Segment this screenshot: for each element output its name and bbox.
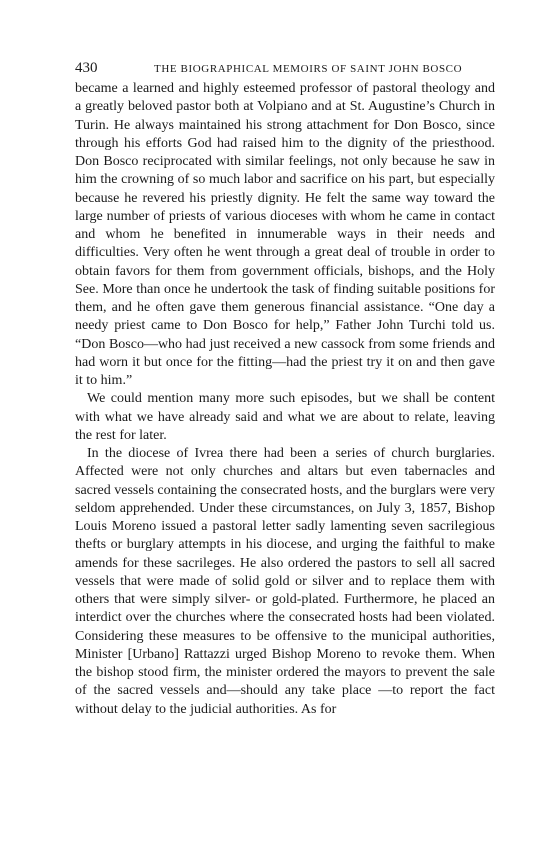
paragraph: In the diocese of Ivrea there had been a series of church burglaries. Affected were not only churches and altars but even tabernacles and sacred vessels containing the consecrated hosts, and the burglars were very seldom apprehended. Under these circumstances, on July 3, 1857, Bishop Louis Moreno issued a pastoral letter sadly lamenting seven sacrilegious thefts or burglary attempts in his diocese, and urging the faithful to make amends for these sacrileges. He also ordered the pastors to sell all sacred vessels that were made of solid gold or silver and to replace them with others that were simply silver- or gold-plated. Furthermore, he placed an interdict over the churches where the consecrated hosts had been violated. Considering these measures to be offensive to the municipal authorities, Minister [Urbano] Rattazzi urged Bishop Moreno to revoke them. When the bishop stood firm, the minister ordered the mayors to prevent the sale of the sacred vessels and—should any take place —to report the fact without delay to the judicial authorities. As for bbox=[75, 446, 495, 717]
body-text bbox=[75, 80, 495, 719]
paragraph: We could mention many more such episodes, but we shall be content with what we have already said and what we are about to relate, leaving the rest for later. bbox=[75, 391, 495, 443]
page-header bbox=[75, 58, 495, 78]
page-number: 430 bbox=[75, 60, 98, 76]
running-head: THE BIOGRAPHICAL MEMOIRS OF SAINT JOHN BOSCO bbox=[154, 63, 463, 75]
paragraph: became a learned and highly esteemed professor of pastoral theology and a greatly beloved pastor both at Volpiano and at St. Augustine’s Church in Turin. He always maintained his strong attachment for Don Bosco, since through his efforts God had raised him to the dignity of the priesthood. Don Bosco reciprocated with similar feelings, not only because he saw in him the crowning of so much labor and sacrifice on his part, but especially because he revered his priestly dignity. He felt the same way toward the large number of priests of various dioceses with whom he came in contact and whom he benefited in innumerable ways in their needs and difficulties. Very often he went through a great deal of trouble in order to obtain favors for them from government officials, bishops, and the Holy See. More than once he undertook the task of finding suitable positions for them, and he often gave them generous financial assistance. “One day a needy priest came to Don Bosco for help,” Father John Turchi told us. “Don Bosco—who had just received a new cassock from some friends and had worn it but once for the fitting—had the priest try it on and then gave it to him.” bbox=[75, 81, 495, 388]
